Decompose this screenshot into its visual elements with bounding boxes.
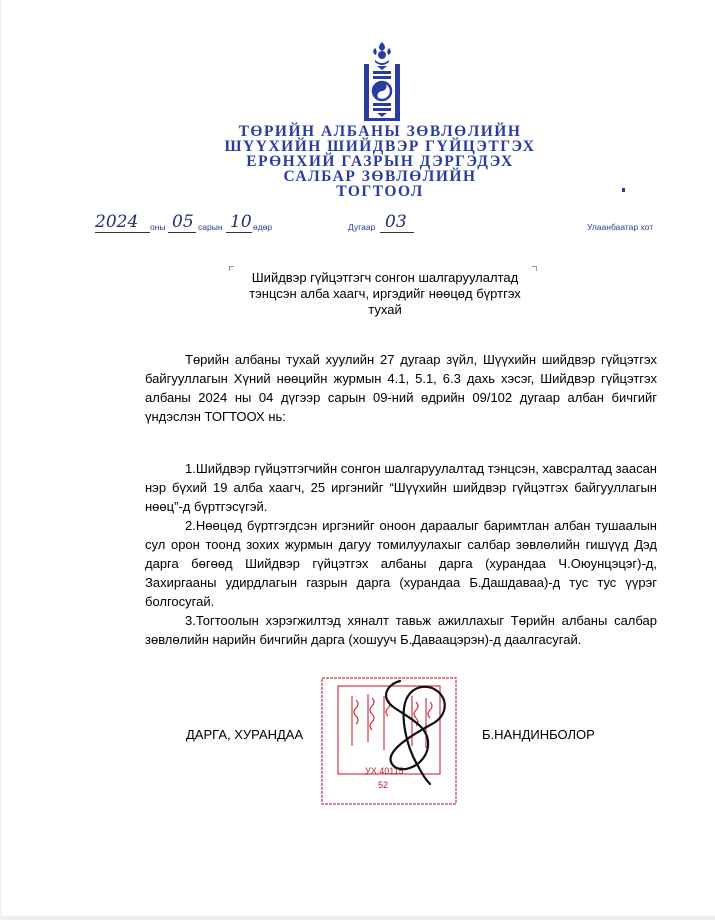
header-line-4: САЛБАР ЗӨВЛӨЛИЙН — [283, 168, 477, 185]
item-1: 1.Шийдвэр гүйцэтгэгчийн сонгон шалгаруулалтад тэнцсэн, хавсралтад заасан нэр бүхий 19 алба хаагч, 25 иргэнийг “Шүүхийн шийдвэр гүйцэтгэх байгууллагын нөөц”-д бүртгэсүгэй. — [145, 461, 657, 514]
signer-title: ДАРГА, ХУРАНДАА — [186, 727, 304, 742]
month-suffix: сарын — [198, 222, 223, 232]
subject-line-1: Шийдвэр гүйцэтгэгч сонгон шалгаруулалтад — [251, 270, 519, 285]
signer-name: Б.НАНДИНБОЛОР — [482, 727, 595, 742]
header-line-1: ТӨРИЙН АЛБАНЫ ЗӨВЛӨЛИЙН — [238, 123, 522, 140]
date-day-handwritten: 10 — [230, 212, 252, 232]
date-month-handwritten: 05 — [172, 212, 194, 232]
item-2: 2.Нөөцөд бүртгэгдсэн иргэнийг оноон дараалыг баримтлан албан тушаалын сул орон тоонд зохих журмын дагуу томилуулахыг салбар зөвлөлийн гишүүд Дэд дарга бөгөөд Шийдвэр гүйцэтгэх албаны дарга (хурандаа Ч.Оюунцэцэг)-д, Захиргааны удирдлагын газрын дарга (хурандаа Б.Дашдаваа)-д тус тус үүрэг болгосугай. — [145, 518, 657, 609]
day-suffix: өдөр — [253, 222, 273, 232]
year-suffix: оны — [150, 222, 166, 232]
state-emblem-icon — [360, 40, 404, 122]
preamble-paragraph — [145, 350, 657, 426]
stamp-code: УХ 40115 — [365, 766, 404, 776]
subject-line-3: тухай — [368, 302, 402, 317]
date-year-handwritten: 2024 — [95, 212, 139, 232]
day-underline — [226, 232, 252, 233]
resolution-items — [145, 459, 657, 649]
ink-dot — [622, 188, 625, 192]
preamble-text: Төрийн албаны тухай хуулийн 27 дугаар зүйл, Шүүхийн шийдвэр гүйцэтгэх байгууллагын Хүний нөөцийн журмын 4.1, 5.1, 6.3 дахь хэсэг, Шийдвэр гүйцэтгэх албаны 2024 ны 04 дүгээр сарын 09-ний өдрийн 09/102 дугаар албан бичгийг үндэслэн ТОГТООХ нь: — [145, 352, 657, 424]
header-line-3: ЕРӨНХИЙ ГАЗРЫН ДЭРГЭДЭХ — [246, 153, 514, 170]
document-number-handwritten: 03 — [385, 212, 407, 232]
number-underline — [380, 232, 414, 233]
stamp-number: 52 — [378, 780, 389, 790]
handwritten-signature — [370, 676, 460, 791]
month-underline — [168, 232, 196, 233]
scan-left-edge — [0, 0, 2, 920]
header-line-2: ШҮҮХИЙН ШИЙДВЭР ГҮЙЦЭТГЭХ — [224, 138, 536, 155]
city-label: Улаанбаатар хот — [587, 222, 654, 232]
item-3: 3.Тогтоолын хэрэгжилтэд хяналт тавьж ажиллахыг Төрийн албаны салбар зөвлөлийн нарийн бичгийн дарга (хошууч Б.Даваацэрэн)-д даалгасугай. — [145, 613, 657, 647]
number-label: Дугаар — [348, 222, 376, 232]
subject-line-2: тэнцсэн алба хаагч, иргэдийг нөөцөд бүртгэх — [249, 286, 521, 301]
header-line-5: ТОГТООЛ — [336, 183, 424, 200]
year-underline — [95, 232, 150, 233]
scan-bottom-edge — [0, 916, 715, 920]
